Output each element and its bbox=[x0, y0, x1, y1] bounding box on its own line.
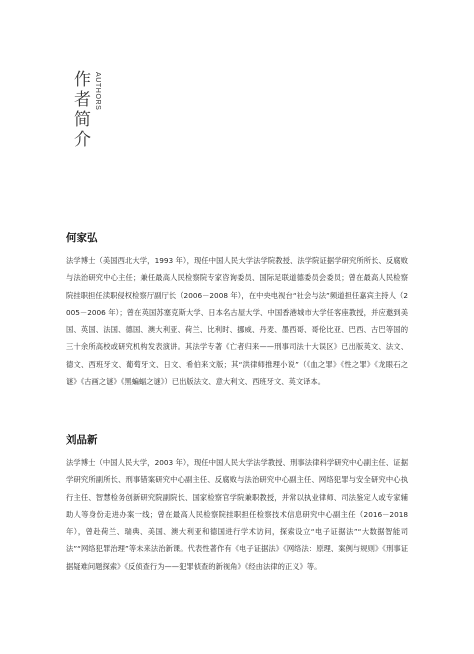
author-name: 刘品新 bbox=[66, 434, 98, 446]
author-section-he-jiahong bbox=[66, 231, 408, 390]
heading-english: AUTHORS bbox=[94, 72, 101, 111]
author-section-liu-pinxin bbox=[66, 433, 408, 575]
heading-char-2: 者 bbox=[74, 90, 91, 110]
heading-char-1: 作 bbox=[74, 70, 91, 90]
author-bio: 法学博士（美国西北大学，1993 年），现任中国人民大学法学院教授、法学院证据学研究所所长、反腐败与法治研究中心主任；兼任最高人民检察院专家咨询委员、国际足联道德委员会委员；曾在最高人民检察院挂职担任渎职侵权检察厅副厅长（2006－2008 年），在中央电视台“社会与法”频道担任嘉宾主持人（2005－2006 年）；曾在英国苏塞克斯大学、日本名古屋大学、中国香港城市大学任客座教授，并应邀到美国、英国、法国、德国、澳大利亚、荷兰、比利时、挪威、丹麦、墨西哥、哥伦比亚、巴西、古巴等国的三十余所高校或研究机构发表演讲。其法学专著《亡者归来——刑事司法十大误区》已出版英文、法文、德文、西班牙文、葡萄牙文、日文、希伯来文版；其“洪律师推理小说”（《血之罪》《性之罪》《龙眼石之谜》《古画之谜》《黑蝙蝠之谜》）已出版法文、意大利文、西班牙文、英文译本。 bbox=[66, 256, 408, 387]
heading-chinese bbox=[74, 70, 91, 150]
author-name: 何家弘 bbox=[66, 232, 98, 244]
section-heading bbox=[74, 70, 101, 150]
heading-char-3: 简 bbox=[74, 110, 91, 130]
heading-char-4: 介 bbox=[74, 130, 91, 150]
author-bio: 法学博士（中国人民大学，2003 年），现任中国人民大学法学教授、刑事法律科学研究中心副主任、证据学研究所副所长、刑事错案研究中心副主任、反腐败与法治研究中心副主任、网络犯罪与安全研究中心执行主任、智慧检务创新研究院副院长、国家检察官学院兼职教授，并常以执业律师、司法鉴定人或专家辅助人等身份走进办案一线；曾在最高人民检察院挂职担任检察技术信息研究中心副主任（2016－2018 年），曾赴荷兰、瑞典、美国、澳大利亚和德国进行学术访问，探索设立“电子证据法”“大数据智能司法”“网络犯罪治理”等未来法治新课。代表性著作有《电子证据法》《网络法：原理、案例与规则》《刑事证据疑难问题探索》《反侦查行为——犯罪侦查的新视角》《经由法律的正义》等。 bbox=[66, 458, 408, 571]
